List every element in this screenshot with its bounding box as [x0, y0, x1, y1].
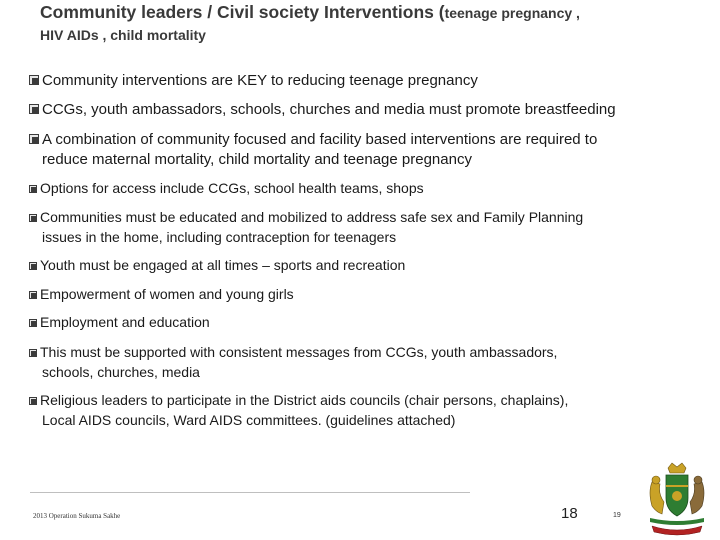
bullet-text: A combination of community focused and facility based interventions are required to — [42, 131, 598, 148]
square-bullet-icon — [29, 319, 38, 328]
coat-of-arms-icon — [644, 462, 710, 536]
bullet-text: Youth must be engaged at all times – sports and recreation — [40, 257, 406, 273]
footer-divider — [30, 492, 470, 493]
square-bullet-icon — [29, 349, 38, 358]
square-bullet-icon — [29, 214, 38, 223]
title-line-1 — [40, 4, 710, 22]
title-main: Community leaders / Civil society Interventions ( — [40, 2, 445, 22]
bullet-text: This must be supported with consistent messages from CCGs, youth ambassadors, — [40, 344, 558, 360]
square-bullet-icon — [29, 134, 40, 145]
bullet-item — [29, 207, 689, 247]
bullet-text: CCGs, youth ambassadors, schools, churches and media must promote breastfeeding — [42, 101, 616, 118]
bullet-text: Options for access include CCGs, school health teams, shops — [40, 180, 424, 196]
bullet-item — [29, 255, 689, 275]
bullet-text-continued: schools, churches, media — [42, 364, 200, 380]
bullet-text: Employment and education — [40, 314, 210, 330]
square-bullet-icon — [29, 75, 40, 86]
bullet-text: Community interventions are KEY to reducing teenage pregnancy — [42, 72, 478, 89]
bullet-text: Communities must be educated and mobilized to address safe sex and Family Planning — [40, 209, 584, 225]
footer-text: 2013 Operation Sukuma Sakhe — [33, 512, 121, 520]
page-number-small: 19 — [613, 512, 621, 519]
bullet-item — [29, 71, 689, 91]
bullet-item — [29, 390, 689, 430]
title-tail: teenage pregnancy , — [444, 5, 580, 21]
bullet-text-continued: issues in the home, including contraception for teenagers — [42, 229, 397, 245]
page-number: 18 — [561, 505, 578, 522]
slide-title — [40, 4, 710, 42]
bullet-item — [29, 178, 689, 198]
bullet-text-continued: Local AIDS councils, Ward AIDS committees. (guidelines attached) — [42, 412, 456, 428]
bullet-text-continued: reduce maternal mortality, child mortality and teenage pregnancy — [42, 151, 472, 168]
square-bullet-icon — [29, 397, 38, 406]
bullet-item — [29, 130, 689, 170]
bullet-text: Empowerment of women and young girls — [40, 286, 294, 302]
bullet-text: Religious leaders to participate in the District aids councils (chair persons, chaplains), — [40, 392, 569, 408]
bullet-item — [29, 342, 689, 382]
bullet-item — [29, 100, 689, 120]
square-bullet-icon — [29, 291, 38, 300]
square-bullet-icon — [29, 104, 40, 115]
bullet-item — [29, 284, 689, 304]
title-line-2: HIV AIDs , child mortality — [40, 26, 206, 43]
square-bullet-icon — [29, 262, 38, 271]
bullet-item — [29, 312, 689, 332]
square-bullet-icon — [29, 185, 38, 194]
